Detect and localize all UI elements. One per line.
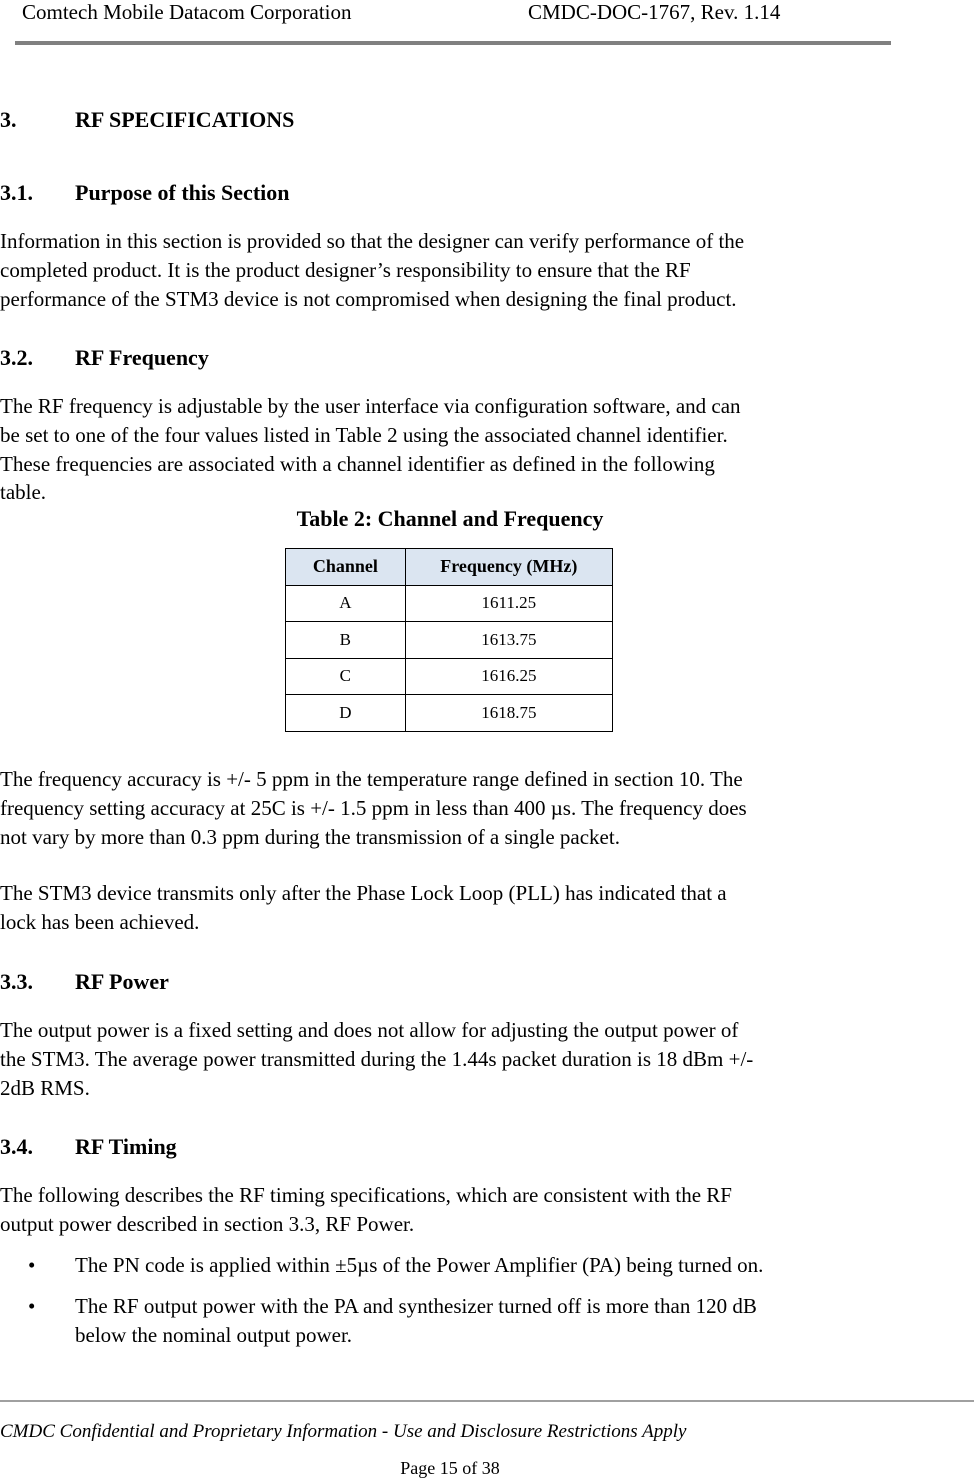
- table-caption: Table 2: Channel and Frequency: [296, 506, 604, 531]
- section-3-4-heading: [0, 1134, 600, 1162]
- pll-paragraph: [0, 879, 905, 937]
- frequency-cell: 1611.25: [405, 585, 612, 622]
- frequency-cell: 1613.75: [405, 622, 612, 659]
- paragraph-line: These frequencies are associated with a channel identifier as defined in the following: [0, 451, 715, 476]
- section-title: Purpose of this Section: [75, 180, 290, 205]
- section-title: RF Power: [75, 969, 169, 994]
- header-doc-id: CMDC-DOC-1767, Rev. 1.14: [528, 0, 781, 24]
- paragraph-line: The STM3 device transmits only after the Phase Lock Loop (PLL) has indicated that a: [0, 881, 727, 905]
- section-title: RF Timing: [75, 1134, 177, 1159]
- section-3-1-heading: [0, 180, 600, 208]
- table-row: [286, 585, 613, 622]
- table-row: [286, 695, 613, 732]
- paragraph-line: performance of the STM3 device is not compromised when designing the final product.: [0, 286, 737, 311]
- channel-cell: D: [286, 695, 406, 732]
- paragraph-line: not vary by more than 0.3 ppm during the transmission of a single packet.: [0, 824, 620, 849]
- section-number: 3.1.: [0, 180, 33, 205]
- bullet-line: The PN code is applied within ±5µs of the Power Amplifier (PA) being turned on.: [75, 1253, 764, 1277]
- footer-confidential: CMDC Confidential and Proprietary Information - Use and Disclosure Restrictions Apply: [0, 1421, 687, 1442]
- header-company: Comtech Mobile Datacom Corporation: [22, 0, 352, 24]
- paragraph-line: The output power is a fixed setting and does not allow for adjusting the output power of: [0, 1018, 739, 1042]
- accuracy-paragraph: [0, 765, 905, 851]
- paragraph-line: the STM3. The average power transmitted during the 1.44s packet duration is 18 dBm +/-: [0, 1046, 754, 1071]
- paragraph-line: frequency setting accuracy at 25C is +/- 1.5 ppm in less than 400 µs. The frequency does: [0, 795, 747, 820]
- bullet-line: below the nominal output power.: [75, 1322, 353, 1347]
- channel-cell: C: [286, 658, 406, 695]
- paragraph-line: 2dB RMS.: [0, 1075, 90, 1100]
- frequency-cell: 1616.25: [405, 658, 612, 695]
- table-header-row: [286, 549, 613, 586]
- page-number: Page 15 of 38: [400, 1458, 500, 1478]
- channel-cell: A: [286, 585, 406, 622]
- section-number: 3.3.: [0, 969, 33, 994]
- section-3-2-heading: [0, 345, 600, 373]
- column-header-frequency: Frequency (MHz): [405, 549, 612, 586]
- footer-rule: [0, 1400, 974, 1402]
- bullet-text: [75, 1251, 763, 1280]
- section-3-3-heading: [0, 969, 600, 997]
- paragraph-line: The frequency accuracy is +/- 5 ppm in the temperature range defined in section 10. The: [0, 767, 743, 791]
- frequency-cell: 1618.75: [405, 695, 612, 732]
- section-number: 3.: [0, 107, 17, 132]
- table-row: [286, 658, 613, 695]
- bullet-item: [0, 1292, 905, 1352]
- column-header-channel: Channel: [286, 549, 406, 586]
- bullet-icon: •: [28, 1294, 36, 1318]
- table-row: [286, 622, 613, 659]
- bullet-line: The RF output power with the PA and synthesizer turned off is more than 120 dB: [75, 1294, 757, 1318]
- bullet-icon: •: [28, 1253, 36, 1277]
- channel-frequency-table: [285, 548, 613, 732]
- bullet-item: [0, 1251, 905, 1281]
- paragraph-line: output power described in section 3.3, RF Power.: [0, 1211, 415, 1236]
- paragraph-line: The following describes the RF timing specifications, which are consistent with the RF: [0, 1183, 732, 1207]
- paragraph-line: be set to one of the four values listed in Table 2 using the associated channel identifier.: [0, 422, 728, 447]
- section-title: RF SPECIFICATIONS: [75, 107, 295, 132]
- paragraph-line: table.: [0, 480, 47, 505]
- purpose-paragraph: [0, 227, 905, 313]
- frequency-paragraph: [0, 392, 905, 507]
- header-rule: [15, 41, 891, 45]
- section-3-heading: [0, 107, 600, 135]
- paragraph-line: Information in this section is provided so that the designer can verify performance of the: [0, 229, 745, 253]
- paragraph-line: The RF frequency is adjustable by the user interface via configuration software, and can: [0, 394, 741, 418]
- power-paragraph: [0, 1016, 905, 1102]
- section-title: RF Frequency: [75, 345, 209, 370]
- channel-cell: B: [286, 622, 406, 659]
- timing-paragraph: [0, 1181, 905, 1239]
- bullet-text: [75, 1292, 757, 1350]
- section-number: 3.2.: [0, 345, 33, 370]
- paragraph-line: completed product. It is the product designer’s responsibility to ensure that the RF: [0, 257, 691, 282]
- section-number: 3.4.: [0, 1134, 33, 1159]
- paragraph-line: lock has been achieved.: [0, 909, 200, 934]
